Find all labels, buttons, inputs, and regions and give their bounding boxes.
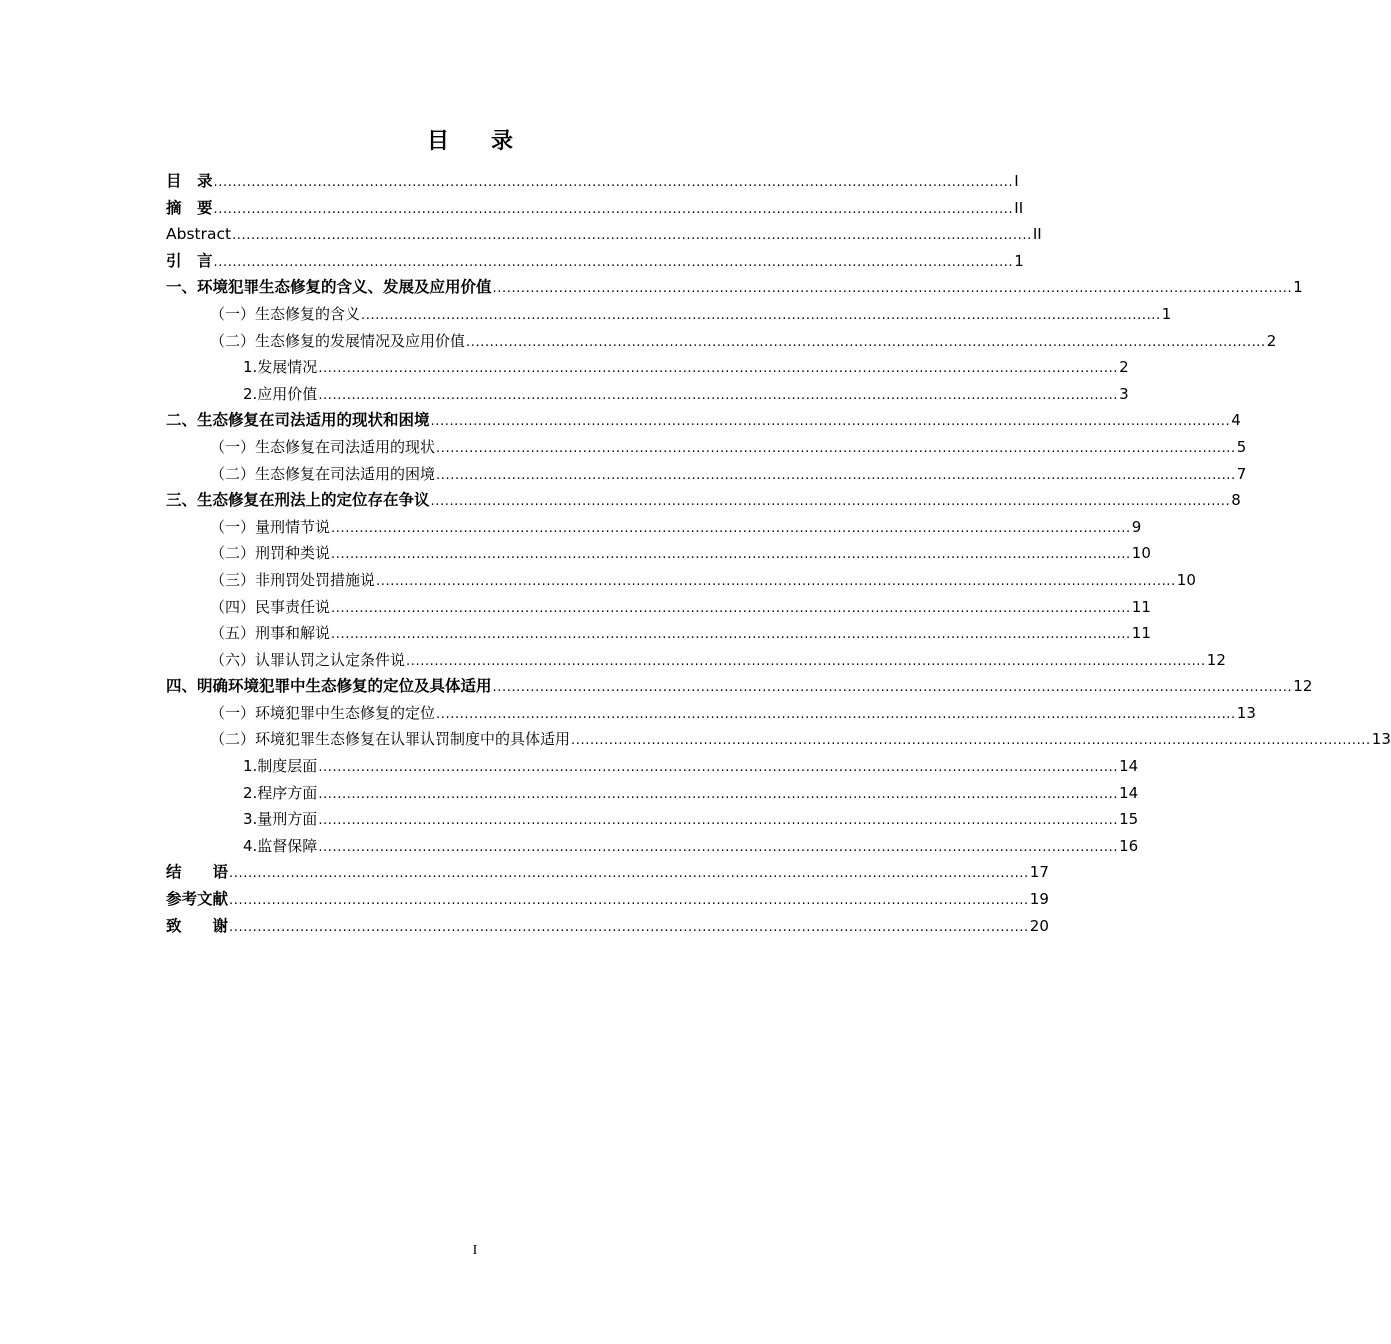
toc-entry-page: 14 — [1119, 757, 1139, 776]
toc-entry-label: 1.发展情况 — [243, 358, 318, 377]
toc-entry-label: 结 语 — [166, 863, 229, 882]
toc-title: 目 录 — [426, 129, 523, 154]
toc-entry-abstract-en[interactable] — [166, 221, 1042, 248]
toc-entry-label: 2.程序方面 — [243, 783, 318, 802]
toc-entry-page: 1 — [1293, 278, 1303, 297]
toc-entry-section[interactable] — [166, 700, 1256, 727]
toc-entry-label: 3.量刑方面 — [243, 810, 318, 829]
toc-entry-acknowledgements[interactable] — [166, 913, 1049, 940]
dot-leader: ......................................................................................................................................................................... — [376, 573, 1176, 589]
dot-leader: ......................................................................................................................................................................... — [331, 520, 1131, 536]
dot-leader: ......................................................................................................................................................................... — [571, 733, 1371, 749]
toc-entry-label: 三、生态修复在刑法上的定位存在争议 — [166, 491, 430, 510]
toc-entry-chapter-3[interactable] — [166, 487, 1241, 514]
toc-entry-label: 一、环境犯罪生态修复的含义、发展及应用价值 — [166, 278, 492, 297]
toc-entry-page: 13 — [1371, 730, 1391, 749]
toc-entry-subsection[interactable] — [166, 381, 1129, 408]
dot-leader: ......................................................................................................................................................................... — [318, 361, 1119, 377]
toc-entry-label: 致 谢 — [166, 916, 229, 935]
footer-page-number: I — [472, 1243, 478, 1258]
toc-entry-label: （二）刑罚种类说 — [210, 544, 331, 563]
toc-entry-subsection[interactable] — [166, 354, 1129, 381]
toc-entry-page: 2 — [1266, 331, 1277, 350]
dot-leader: ......................................................................................................................................................................... — [406, 653, 1206, 669]
toc-entry-label: 摘 要 — [166, 198, 213, 217]
toc-entry-page: 12 — [1206, 650, 1226, 669]
dot-leader: ......................................................................................................................................................................... — [318, 387, 1119, 403]
toc-entry-label: 4.监督保障 — [243, 836, 318, 855]
toc-entry-page: 11 — [1131, 624, 1151, 643]
toc-entry-page: 20 — [1029, 916, 1049, 935]
toc-entry-subsection[interactable] — [166, 780, 1139, 807]
dot-leader: ......................................................................................................................................................................... — [331, 547, 1131, 563]
dot-leader: ......................................................................................................................................................................... — [232, 228, 1032, 244]
dot-leader: ......................................................................................................................................................................... — [318, 813, 1119, 829]
dot-leader: ......................................................................................................................................................................... — [229, 866, 1029, 882]
dot-leader: ......................................................................................................................................................................... — [318, 760, 1119, 776]
toc-entry-page: 9 — [1131, 517, 1142, 536]
toc-entry-references[interactable] — [166, 886, 1049, 913]
dot-leader: ......................................................................................................................................................................... — [229, 919, 1029, 935]
dot-leader: ......................................................................................................................................................................... — [466, 334, 1266, 350]
dot-leader: ......................................................................................................................................................................... — [430, 494, 1231, 510]
toc-entry-section[interactable] — [166, 461, 1247, 488]
toc-entry-page: II — [1032, 225, 1042, 244]
toc-entry-label: （三）非刑罚处罚措施说 — [210, 570, 376, 589]
toc-entry-chapter-4[interactable] — [166, 673, 1313, 700]
toc-entry-label: 目 录 — [166, 172, 213, 190]
toc-entry-contents[interactable] — [166, 168, 1019, 195]
dot-leader: ......................................................................................................................................................................... — [213, 254, 1014, 270]
dot-leader: ......................................................................................................................................................................... — [436, 706, 1236, 722]
toc-entry-page: 10 — [1131, 544, 1151, 563]
dot-leader: ......................................................................................................................................................................... — [331, 600, 1131, 616]
toc-entry-label: 1.制度层面 — [243, 757, 318, 776]
toc-entry-page: 10 — [1176, 570, 1196, 589]
toc-entry-chapter-2[interactable] — [166, 407, 1241, 434]
toc-entry-page: 7 — [1236, 464, 1247, 483]
toc-entry-chapter-1[interactable] — [166, 274, 1303, 301]
dot-leader: ......................................................................................................................................................................... — [229, 893, 1029, 909]
toc-entry-section[interactable] — [166, 514, 1142, 541]
toc-entry-section[interactable] — [166, 620, 1151, 647]
dot-leader: ......................................................................................................................................................................... — [492, 281, 1293, 297]
toc-entry-page: 1 — [1014, 251, 1024, 270]
toc-entry-section[interactable] — [166, 647, 1226, 674]
toc-entry-section[interactable] — [166, 540, 1151, 567]
toc-entry-label: （六）认罪认罚之认定条件说 — [210, 650, 406, 669]
toc-entry-page: 4 — [1231, 411, 1241, 430]
dot-leader: ......................................................................................................................................................................... — [318, 839, 1119, 855]
toc-entry-page: 2 — [1119, 358, 1129, 377]
toc-entry-page: 19 — [1029, 890, 1049, 909]
toc-entry-section[interactable] — [166, 594, 1151, 621]
toc-entry-page: 17 — [1029, 863, 1049, 882]
toc-entry-page: I — [1014, 172, 1019, 190]
dot-leader: ......................................................................................................................................................................... — [436, 440, 1236, 456]
dot-leader: ......................................................................................................................................................................... — [213, 175, 1014, 190]
toc-entry-label: 2.应用价值 — [243, 384, 318, 403]
dot-leader: ......................................................................................................................................................................... — [492, 680, 1293, 696]
toc-entry-page: 13 — [1236, 703, 1256, 722]
toc-entry-label: （一）生态修复的含义 — [210, 304, 361, 323]
table-of-contents — [166, 168, 1391, 939]
dot-leader: ......................................................................................................................................................................... — [430, 414, 1231, 430]
toc-entry-subsection[interactable] — [166, 833, 1139, 860]
toc-entry-page: 12 — [1293, 677, 1313, 696]
toc-entry-label: 参考文献 — [166, 890, 229, 909]
toc-entry-page: 16 — [1119, 836, 1139, 855]
toc-entry-subsection[interactable] — [166, 753, 1139, 780]
toc-entry-label: （二）生态修复在司法适用的困境 — [210, 464, 436, 483]
dot-leader: ......................................................................................................................................................................... — [436, 467, 1236, 483]
toc-entry-section[interactable] — [166, 328, 1277, 355]
dot-leader: ......................................................................................................................................................................... — [361, 307, 1161, 323]
toc-entry-page: 3 — [1119, 384, 1129, 403]
toc-entry-section[interactable] — [166, 434, 1247, 461]
toc-entry-label: （四）民事责任说 — [210, 597, 331, 616]
toc-entry-label: （一）量刑情节说 — [210, 517, 331, 536]
toc-entry-label: （五）刑事和解说 — [210, 624, 331, 643]
toc-entry-section[interactable] — [166, 567, 1196, 594]
toc-entry-page: 1 — [1161, 304, 1172, 323]
toc-entry-section[interactable] — [166, 726, 1391, 753]
toc-entry-label: （二）环境犯罪生态修复在认罪认罚制度中的具体适用 — [210, 730, 571, 749]
toc-entry-label: （一）环境犯罪中生态修复的定位 — [210, 703, 436, 722]
dot-leader: ......................................................................................................................................................................... — [318, 786, 1119, 802]
toc-entry-label: （一）生态修复在司法适用的现状 — [210, 437, 436, 456]
dot-leader: ......................................................................................................................................................................... — [213, 201, 1014, 217]
toc-entry-conclusion[interactable] — [166, 859, 1049, 886]
toc-entry-page: 8 — [1231, 491, 1241, 510]
toc-entry-label: 四、明确环境犯罪中生态修复的定位及具体适用 — [166, 677, 492, 696]
toc-entry-abstract-cn[interactable] — [166, 195, 1024, 222]
toc-entry-label: Abstract — [166, 225, 232, 244]
toc-entry-introduction[interactable] — [166, 248, 1024, 275]
toc-entry-page: 15 — [1119, 810, 1139, 829]
toc-entry-page: 5 — [1236, 437, 1247, 456]
toc-entry-page: 11 — [1131, 597, 1151, 616]
toc-entry-page: 14 — [1119, 783, 1139, 802]
toc-entry-label: 二、生态修复在司法适用的现状和困境 — [166, 411, 430, 430]
toc-entry-section[interactable] — [166, 301, 1172, 328]
toc-entry-subsection[interactable] — [166, 806, 1139, 833]
toc-entry-label: 引 言 — [166, 251, 213, 270]
toc-entry-page: II — [1014, 198, 1024, 217]
toc-entry-label: （二）生态修复的发展情况及应用价值 — [210, 331, 466, 350]
dot-leader: ......................................................................................................................................................................... — [331, 627, 1131, 643]
